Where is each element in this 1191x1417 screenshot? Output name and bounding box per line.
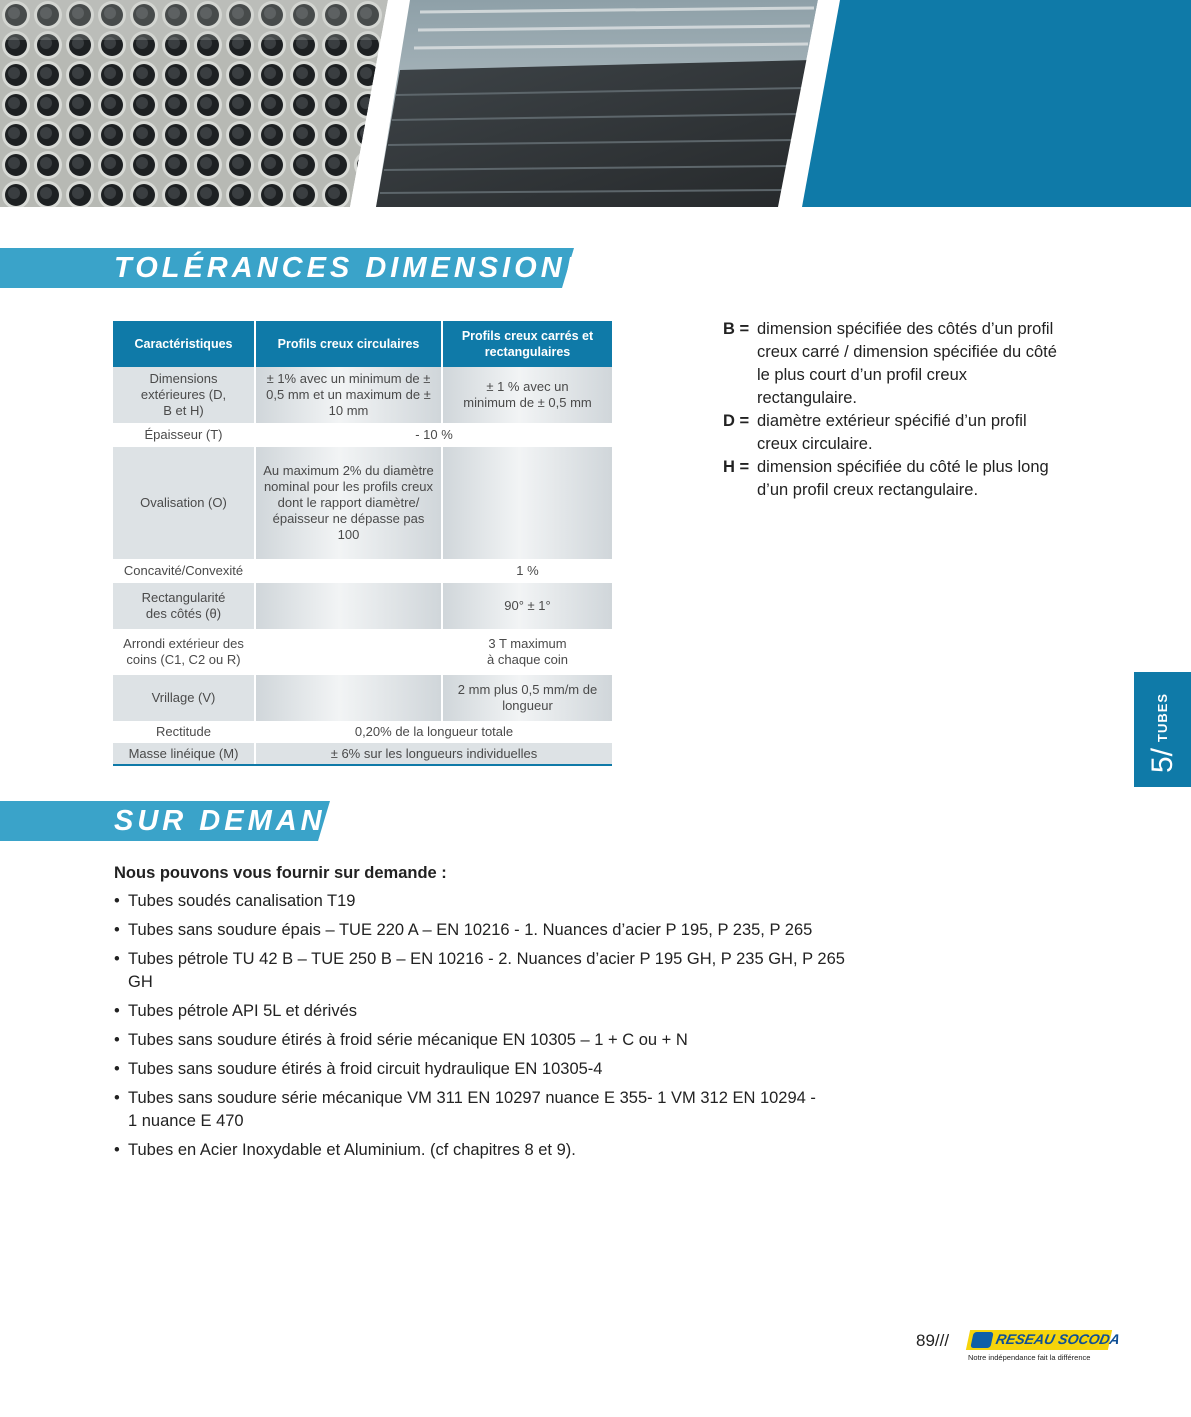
table-row bbox=[113, 559, 612, 583]
row-label: Rectitude bbox=[113, 721, 255, 743]
table-row bbox=[113, 743, 612, 765]
page-number: 89/// bbox=[916, 1331, 950, 1350]
row-label: Rectangularité des côtés (θ) bbox=[113, 583, 255, 629]
row-label: Dimensions extérieures (D, B et H) bbox=[113, 367, 255, 423]
table-row bbox=[113, 447, 612, 559]
table-cell bbox=[442, 447, 612, 559]
definition-text: dimension spécifiée du côté le plus long d’un profil creux rectangulaire. bbox=[757, 458, 1049, 499]
logo-icon bbox=[970, 1332, 993, 1348]
demand-list bbox=[114, 862, 874, 1168]
list-item: • Tubes sans soudure série mécanique VM 311 EN 10297 nuance E 355- 1 VM 312 EN 10294 - 1 nuance E 470 bbox=[114, 1087, 818, 1133]
list-item: • Tubes sans soudure épais – TUE 220 A – EN 10216 - 1. Nuances d’acier P 195, P 235, P 265 bbox=[114, 919, 874, 942]
column-header: Profils creux circulaires bbox=[255, 321, 442, 367]
table-row bbox=[113, 629, 612, 675]
definition-text: dimension spécifiée des côtés d’un profil creux carré / dimension spécifiée du côté le plus court d’un profil creux rectangulaire. bbox=[757, 320, 1057, 407]
definition-d bbox=[723, 410, 1057, 456]
brand-tagline: Notre indépendance fait la différence bbox=[968, 1353, 1091, 1362]
column-header: Profils creux carrés et rectangulaires bbox=[442, 321, 612, 367]
list-item: • Tubes pétrole API 5L et dérivés bbox=[114, 1000, 874, 1023]
table-cell: 1 % bbox=[442, 559, 612, 583]
chapter-separator: / bbox=[1145, 747, 1179, 757]
row-label: Concavité/Convexité bbox=[113, 559, 255, 583]
tolerances-table bbox=[113, 321, 612, 766]
table-row bbox=[113, 721, 612, 743]
banner-photos bbox=[0, 0, 1191, 207]
table-row bbox=[113, 423, 612, 447]
row-label: Arrondi extérieur des coins (C1, C2 ou R) bbox=[113, 629, 255, 675]
definition-key: B = bbox=[723, 320, 750, 338]
table-row bbox=[113, 675, 612, 721]
list-item: • Tubes en Acier Inoxydable et Aluminium. (cf chapitres 8 et 9). bbox=[114, 1139, 874, 1162]
definition-key: H = bbox=[723, 458, 750, 476]
chapter-number: 5 bbox=[1145, 756, 1179, 773]
table-header-row bbox=[113, 321, 612, 367]
definitions bbox=[723, 318, 1057, 502]
definition-text: diamètre extérieur spécifié d’un profil creux circulaire. bbox=[757, 412, 1027, 453]
row-label: Masse linéique (M) bbox=[113, 743, 255, 765]
table-row bbox=[113, 367, 612, 423]
brand-name: RESEAU SOCODA bbox=[994, 1331, 1122, 1347]
list-item: • Tubes sans soudure étirés à froid série mécanique EN 10305 – 1 + C ou + N bbox=[114, 1029, 874, 1052]
header-banner bbox=[0, 0, 1191, 207]
definition-b bbox=[723, 318, 1057, 410]
table-cell: Au maximum 2% du diamètre nominal pour les profils creux dont le rapport diamètre/épaisseur ne dépasse pas 100 bbox=[255, 447, 442, 559]
row-label: Épaisseur (T) bbox=[113, 423, 255, 447]
table-cell: 0,20% de la longueur totale bbox=[255, 721, 612, 743]
table-cell: 90° ± 1° bbox=[442, 583, 612, 629]
column-header: Caractéristiques bbox=[113, 321, 255, 367]
table-cell bbox=[255, 675, 442, 721]
table-cell bbox=[255, 583, 442, 629]
table-cell: 3 T maximum à chaque coin bbox=[442, 629, 612, 675]
list-item: • Tubes soudés canalisation T19 bbox=[114, 890, 874, 913]
table-cell: 2 mm plus 0,5 mm/m de longueur bbox=[442, 675, 612, 721]
table-cell: - 10 % bbox=[255, 423, 612, 447]
table-cell: ± 1 % avec un minimum de ± 0,5 mm bbox=[442, 367, 612, 423]
brand-logo bbox=[966, 1330, 1122, 1350]
demand-intro: Nous pouvons vous fournir sur demande : bbox=[114, 864, 447, 882]
section-title: TOLÉRANCES DIMENSIONNELLES bbox=[114, 252, 705, 284]
chapter-label: TUBES bbox=[1155, 692, 1170, 742]
definition-h bbox=[723, 456, 1057, 502]
table-cell bbox=[255, 559, 442, 583]
chapter-tab[interactable] bbox=[1134, 672, 1191, 787]
table-cell: ± 6% sur les longueurs individuelles bbox=[255, 743, 612, 765]
section-title: SUR DEMANDE bbox=[114, 805, 374, 837]
definition-key: D = bbox=[723, 412, 750, 430]
row-label: Vrillage (V) bbox=[113, 675, 255, 721]
list-item: • Tubes sans soudure étirés à froid circuit hydraulique EN 10305-4 bbox=[114, 1058, 874, 1081]
table-row bbox=[113, 583, 612, 629]
table-cell bbox=[255, 629, 442, 675]
table-cell: ± 1% avec un minimum de ± 0,5 mm et un maximum de ± 10 mm bbox=[255, 367, 442, 423]
row-label: Ovalisation (O) bbox=[113, 447, 255, 559]
list-item: • Tubes pétrole TU 42 B – TUE 250 B – EN 10216 - 2. Nuances d’acier P 195 GH, P 235 GH, P 265 GH bbox=[114, 948, 874, 994]
